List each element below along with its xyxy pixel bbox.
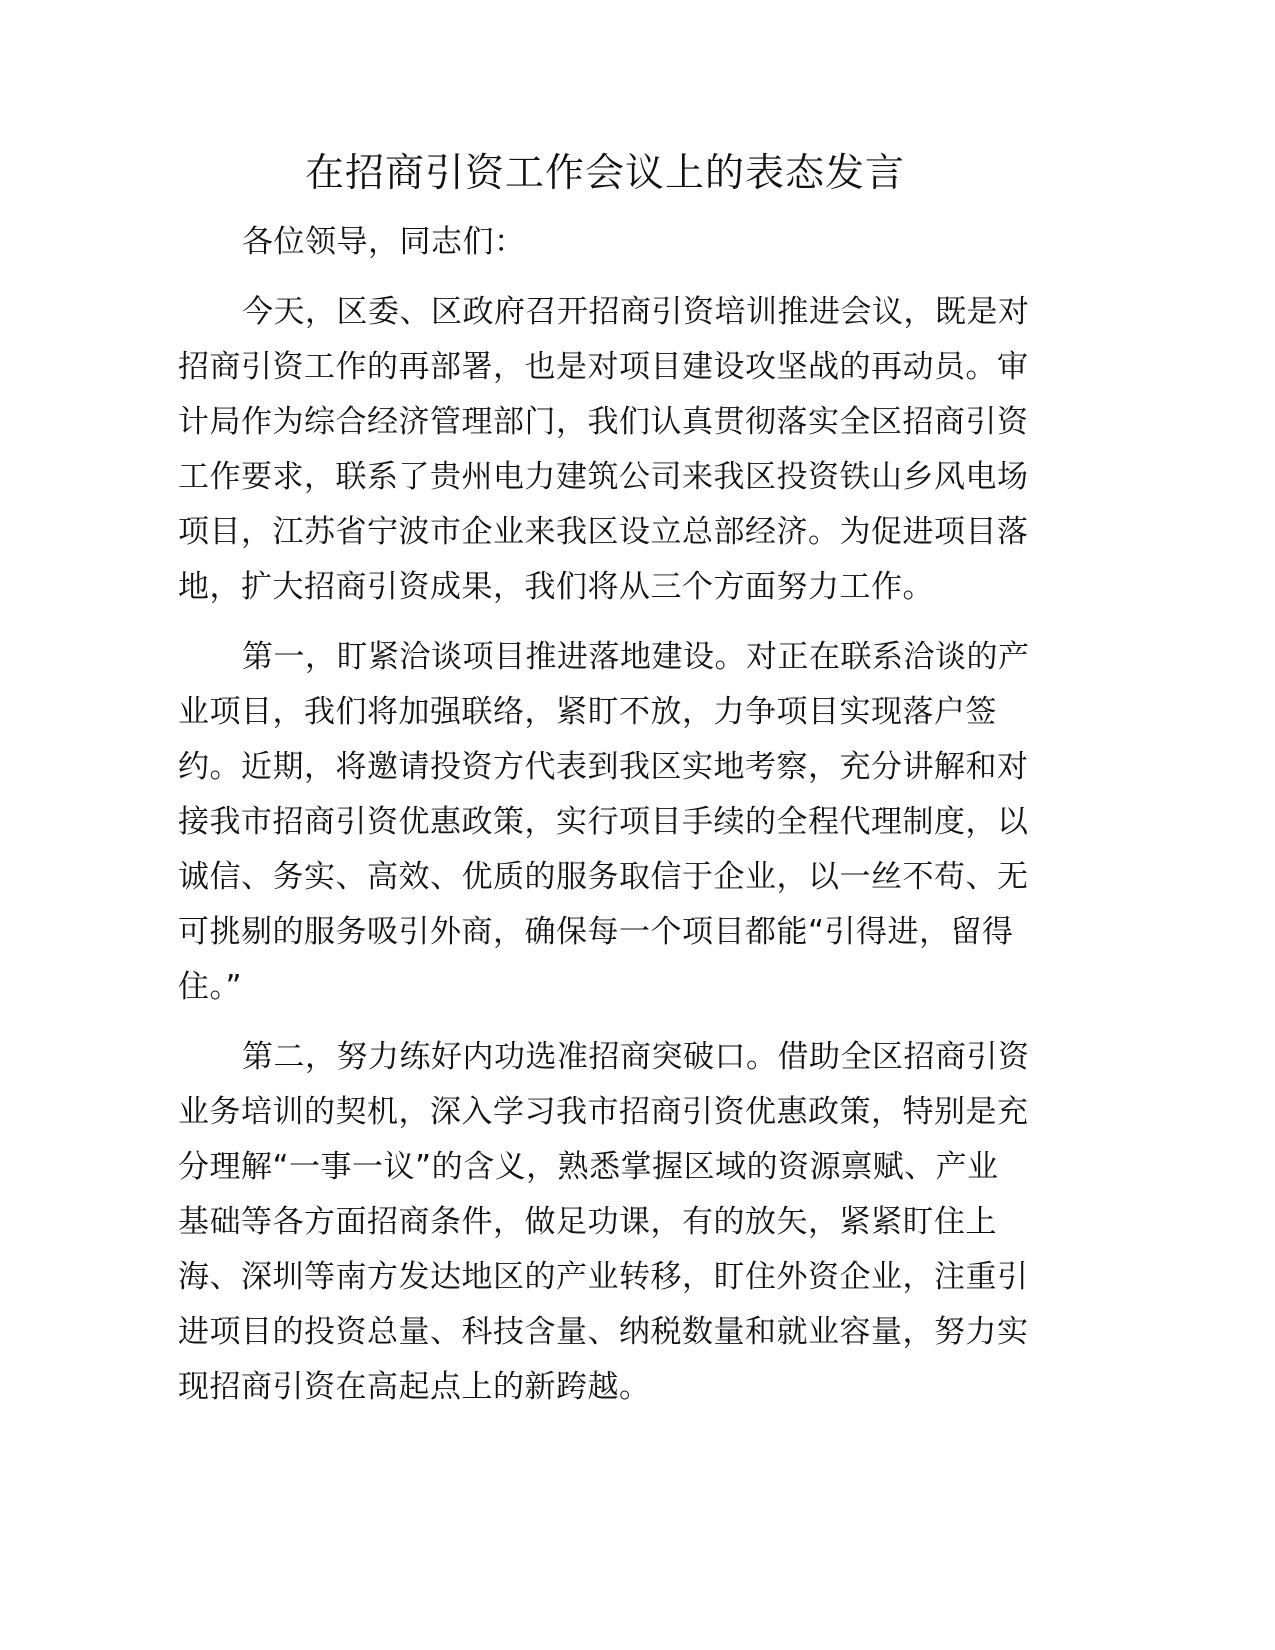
paragraph-line: 业务培训的契机，深入学习我市招商引资优惠政策，特别是充 — [178, 1094, 1029, 1130]
paragraph-line: 第二，努力练好内功选准招商突破口。借助全区招商引资 — [242, 1039, 1030, 1075]
paragraph-line: 现招商引资在高起点上的新跨越。 — [178, 1369, 651, 1405]
paragraph-line: 诚信、务实、高效、优质的服务取信于企业，以一丝不苟、无 — [178, 859, 1029, 895]
salutation: 各位领导，同志们： — [242, 224, 526, 260]
document-title: 在招商引资工作会议上的表态发言 — [304, 151, 905, 196]
paragraph-line: 招商引资工作的再部署，也是对项目建设攻坚战的再动员。审 — [178, 349, 1029, 385]
paragraph-line: 地，扩大招商引资成果，我们将从三个方面努力工作。 — [178, 569, 934, 605]
paragraph-line: 今天，区委、区政府召开招商引资培训推进会议，既是对 — [242, 294, 1030, 330]
paragraph-line: 分理解“一事一议”的含义，熟悉掌握区域的资源禀赋、产业 — [178, 1149, 999, 1185]
paragraph-line: 项目，江苏省宁波市企业来我区设立总部经济。为促进项目落 — [178, 514, 1029, 550]
paragraph-line: 基础等各方面招商条件，做足功课，有的放矢，紧紧盯住上 — [178, 1204, 997, 1240]
paragraph-line: 计局作为综合经济管理部门，我们认真贯彻落实全区招商引资 — [178, 404, 1029, 440]
paragraph-line: 进项目的投资总量、科技含量、纳税数量和就业容量，努力实 — [178, 1314, 1029, 1350]
paragraph-line: 住。” — [178, 969, 243, 1005]
paragraph-line: 可挑剔的服务吸引外商，确保每一个项目都能“引得进，留得 — [178, 914, 1014, 950]
paragraph-line: 约。近期，将邀请投资方代表到我区实地考察，充分讲解和对 — [178, 749, 1029, 785]
paragraph-line: 海、深圳等南方发达地区的产业转移，盯住外资企业，注重引 — [178, 1259, 1029, 1295]
paragraph-line: 接我市招商引资优惠政策，实行项目手续的全程代理制度，以 — [178, 804, 1029, 840]
paragraph-line: 第一，盯紧洽谈项目推进落地建设。对正在联系洽谈的产 — [242, 639, 1030, 675]
paragraph-line: 工作要求，联系了贵州电力建筑公司来我区投资铁山乡风电场 — [178, 459, 1029, 495]
paragraph-line: 业项目，我们将加强联络，紧盯不放，力争项目实现落户签 — [178, 694, 997, 730]
